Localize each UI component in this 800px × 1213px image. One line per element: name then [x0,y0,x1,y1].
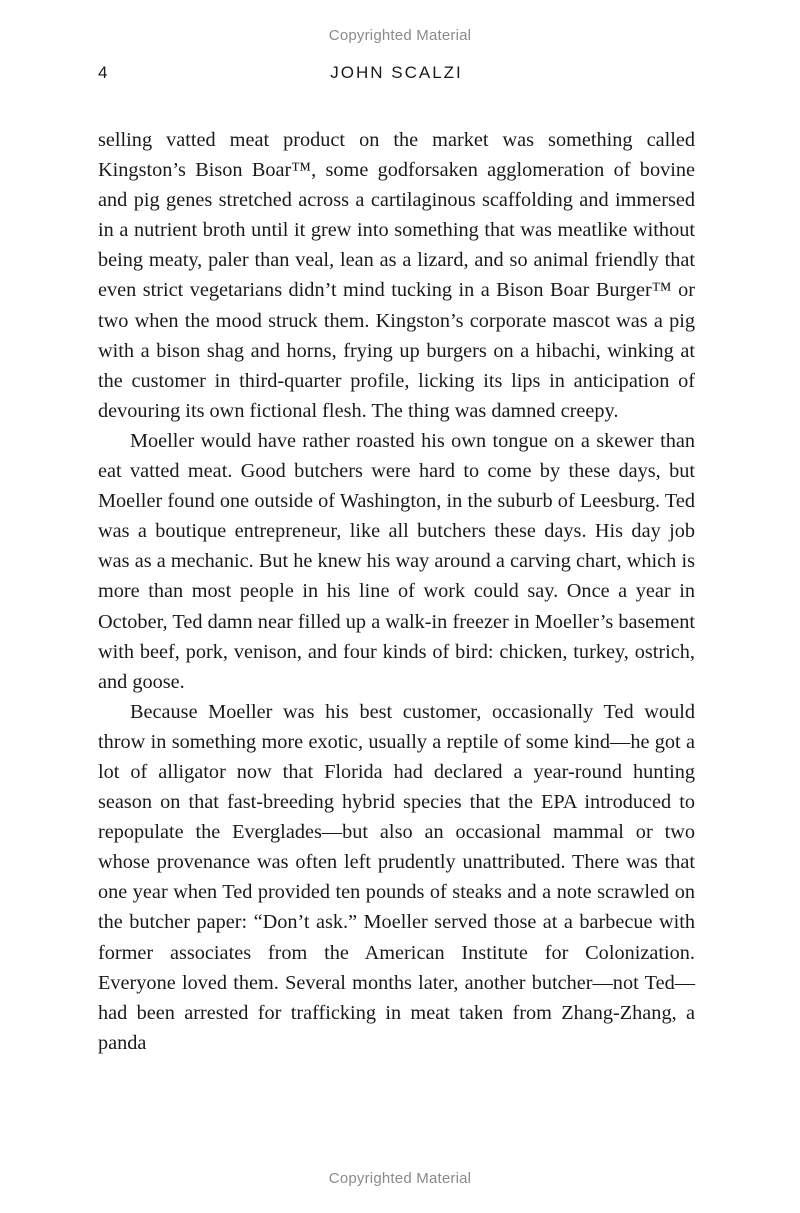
paragraph-3: Because Moeller was his best customer, occasionally Ted would throw in something more exotic, usually a reptile of some kind—he got a lot of alligator now that Florida had declared a year-round hunting season on that fast-breeding hybrid species that the EPA introduced to repopulate the Everglades—but also an occasional mammal or two whose provenance was often left prudently unattributed. There was that one year when Ted provided ten pounds of steaks and a note scrawled on the butcher paper: “Don’t ask.” Moeller served those at a barbecue with former associates from the American Institute for Colonization. Everyone loved them. Several months later, another butcher—not Ted—had been arrested for trafficking in meat taken from Zhang-Zhang, a panda [98,700,695,1054]
running-head-author: JOHN SCALZI [330,63,463,82]
paragraph-1: selling vatted meat product on the market was something called Kingston’s Bison Boar™, some godforsaken agglomeration of bovine and pig genes stretched across a cartilaginous scaffolding and immersed in a nutrient broth until it grew into something that was meatlike without being meaty, paler than veal, lean as a lizard, and so animal friendly that even strict vegetarians didn’t mind tucking in a Bison Boar Burger™ or two when the mood struck them. Kingston’s corporate mascot was a pig with a bison shag and horns, frying up burgers on a hibachi, winking at the customer in third-quarter profile, licking its lips in anticipation of devouring its own fictional flesh. The thing was damned creepy. [98,129,695,422]
copyright-watermark-bottom: Copyrighted Material [328,1170,472,1187]
paragraph-2: Moeller would have rather roasted his own tongue on a skewer than eat vatted meat. Good butchers were hard to come by these days, but Moeller found one outside of Washington, in the suburb of Leesburg. Ted was a boutique entrepreneur, like all butchers these days. His day job was as a mechanic. But he knew his way around a carving chart, which is more than most people in his line of work could say. Once a year in October, Ted damn near filled up a walk-in freezer in Moeller’s basement with beef, pork, venison, and four kinds of bird: chicken, turkey, ostrich, and goose. [98,429,695,693]
running-header [98,63,695,85]
body-text [98,125,695,1058]
copyright-watermark-top: Copyrighted Material [328,27,472,44]
page-number: 4 [98,63,108,82]
